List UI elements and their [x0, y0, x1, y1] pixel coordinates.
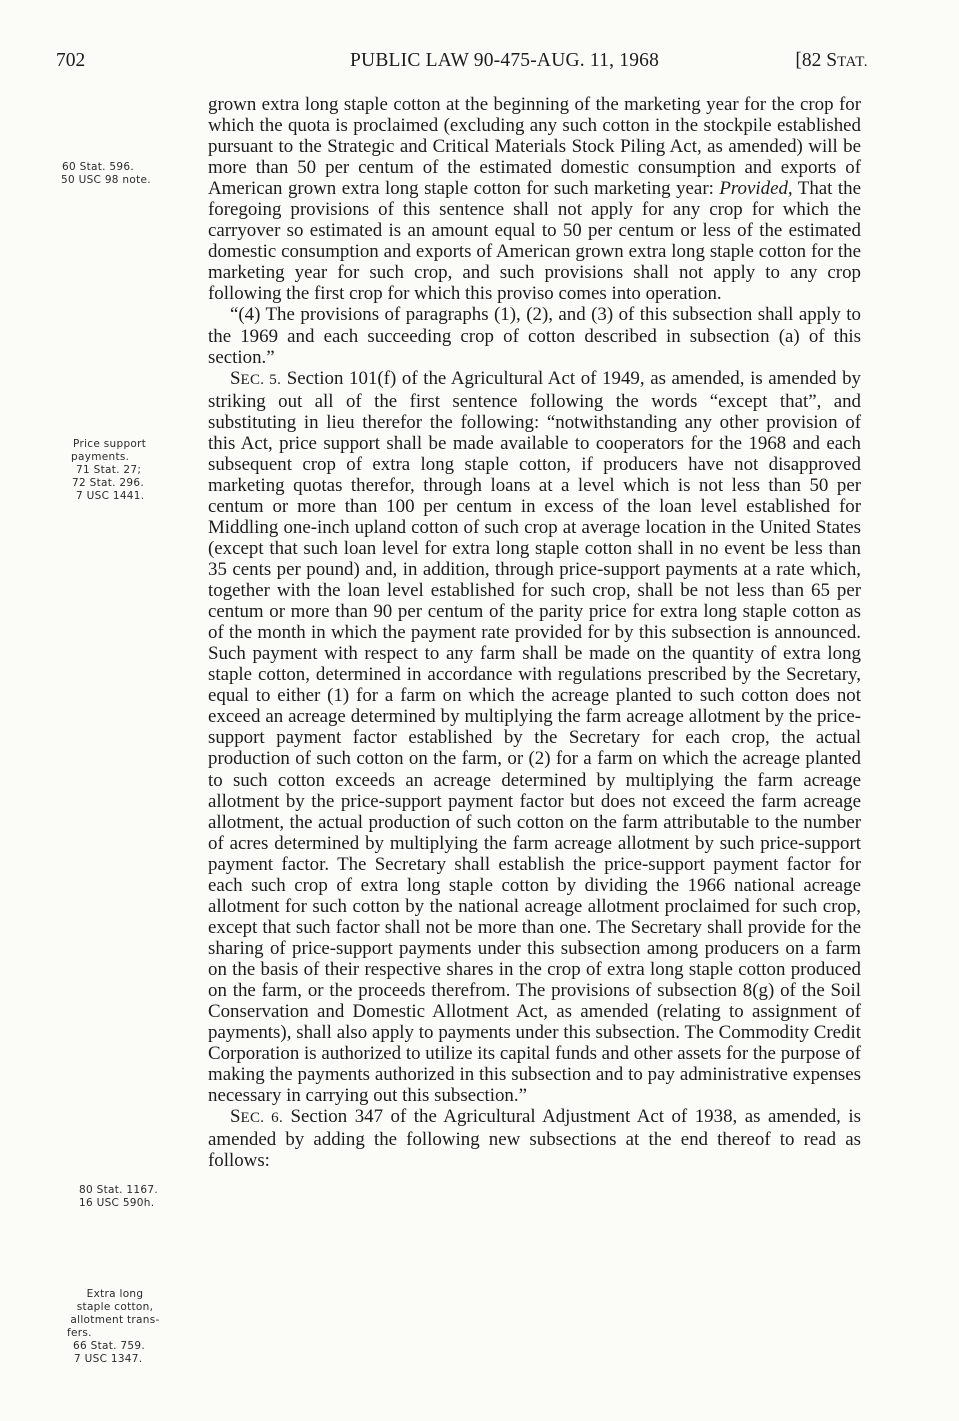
margin-citation-line: 7 USC 1347.	[74, 1353, 143, 1365]
margin-line: 16 USC 590h.	[79, 1197, 155, 1209]
paragraph-subsection-4: “(4) The provisions of paragraphs (1), (2), and (3) of this subsection shall apply to the 1969 and each succeeding crop of cotton described in subsection (a) of this section.”	[208, 304, 861, 368]
margin-note-extra-long-staple	[65, 1288, 165, 1366]
section-5-text: Section 101(f) of the Agricultural Act of 1949, as amended, is amended by striking out all of the first sentence following the words “except that”, and substituting in lieu therefor the following: “notwithstanding any other provision of this Act, price support shall be made available to cooperators for the 1968 and each subsequent crop of extra long staple cotton, if producers have not disapproved marketing quotas therefor, through loans at a level which is not less than 50 per centum or more than 100 per centum in excess of the loan level established for Middling one-inch upland cotton of such crop at average location in the United States (except that such loan level for extra long staple cotton shall in no event be less than 35 cents per pound) and, in addition, through price-support payments at a rate which, together with the loan level established for such crop, shall be not less than 65 per centum or more than 90 per centum of the parity price for extra long staple cotton as of the month in which the payment rate provided for by this subsection is announced. Such payment with respect to any farm shall be made on the quantity of extra long staple cotton, determined in accordance with regulations prescribed by the Secretary, equal to either (1) for a farm on which the acreage planted to such cotton does not exceed an acreage determined by multiplying the farm acreage allotment by the price-support payment factor established by the Secretary for each crop, the actual production of such cotton on the farm, or (2) for a farm on which the acreage planted to such cotton exceeds an acreage determined by multiplying the farm acreage allotment by the price-support payment factor but does not exceed the farm acreage allotment, the actual production of such cotton on the farm attributable to the number of acres determined by multiplying the farm acreage allotment by such price-support payment factor. The Secretary shall establish the price-support payment factor for each such crop of extra long staple cotton by dividing the 1966 national acreage allotment for such cotton by the national acreage allotment proclaimed for such crop, except that such factor shall not be more than one. The Secretary shall provide for the sharing of price-support payments under this subsection among producers on a farm on the basis of their respective shares in the crop of extra long staple cotton produced on the farm, or the proceeds therefrom. The provisions of subsection 8(g) of the Soil Conservation and Domestic Allotment Act, as amended (relating to assignment of payments), shall also apply to payments under this subsection. The Commodity Credit Corporation is authorized to utilize its capital funds and other assets for the purpose of making the payments authorized in this subsection and to pay administrative expenses necessary in carrying out this subsection.”	[208, 367, 861, 1107]
body-text	[208, 94, 861, 1171]
margin-note-soil-conservation-citation	[79, 1184, 158, 1210]
page-number: 702	[56, 50, 86, 71]
paragraph-section-5	[208, 368, 861, 1107]
paragraph-quota-proviso	[208, 94, 861, 304]
margin-citation-line: 66 Stat. 759.	[73, 1340, 145, 1352]
proviso-keyword: Provided,	[719, 178, 793, 200]
margin-caption-line: Price support	[73, 438, 147, 450]
margin-line: 80 Stat. 1167.	[79, 1184, 158, 1196]
margin-caption-line: staple cotton,	[76, 1301, 154, 1313]
page-header	[56, 50, 868, 78]
proviso-text: That the foregoing provisions of this sentence shall not apply for any crop for which the carryover so estimated is an amount equal to 50 per centum or less of the estimated domestic consumption and exports of American grown extra long staple cotton for the marketing year for such crop, and such provisions shall not apply to any crop following the first crop for which this proviso comes into operation.	[208, 178, 861, 305]
margin-caption-line: payments.	[71, 451, 130, 463]
margin-caption-line: fers.	[67, 1327, 92, 1339]
margin-note-stockpile-citation	[61, 161, 151, 187]
margin-note-price-support	[73, 438, 146, 503]
margin-citation-line: 71 Stat. 27;	[76, 464, 142, 476]
volume-bracket: [82 S	[795, 50, 838, 71]
proviso-lead-text: grown extra long staple cotton at the beginning of the marketing year for the crop for which the quota is proclaimed (excluding any such cotton in the stockpile established pursuant to the Strategic and Critical Materials Stock Piling Act, as amended) will be more than 50 per centum of the estimated domestic consumption and exports of American grown extra long staple cotton for such marketing year:	[208, 94, 861, 200]
margin-caption-line: allotment trans-	[70, 1314, 160, 1326]
volume-tag	[795, 50, 868, 72]
volume-smallcaps: TAT.	[837, 54, 868, 70]
section-5-label: SEC. 5.	[230, 367, 282, 389]
margin-citation-line: 72 Stat. 296.	[72, 477, 144, 489]
section-6-label: SEC. 6.	[230, 1106, 284, 1128]
margin-line: 50 USC 98 note.	[61, 174, 151, 186]
margin-citation-line: 7 USC 1441.	[76, 490, 145, 502]
paragraph-section-6	[208, 1106, 861, 1171]
margin-caption-line: Extra long	[86, 1288, 144, 1300]
section-6-text: Section 347 of the Agricultural Adjustment Act of 1938, as amended, is amended by adding the following new subsections at the end thereof to read as follows:	[208, 1106, 861, 1172]
margin-line: 60 Stat. 596.	[62, 161, 134, 173]
running-title: PUBLIC LAW 90-475-AUG. 11, 1968	[350, 50, 660, 71]
